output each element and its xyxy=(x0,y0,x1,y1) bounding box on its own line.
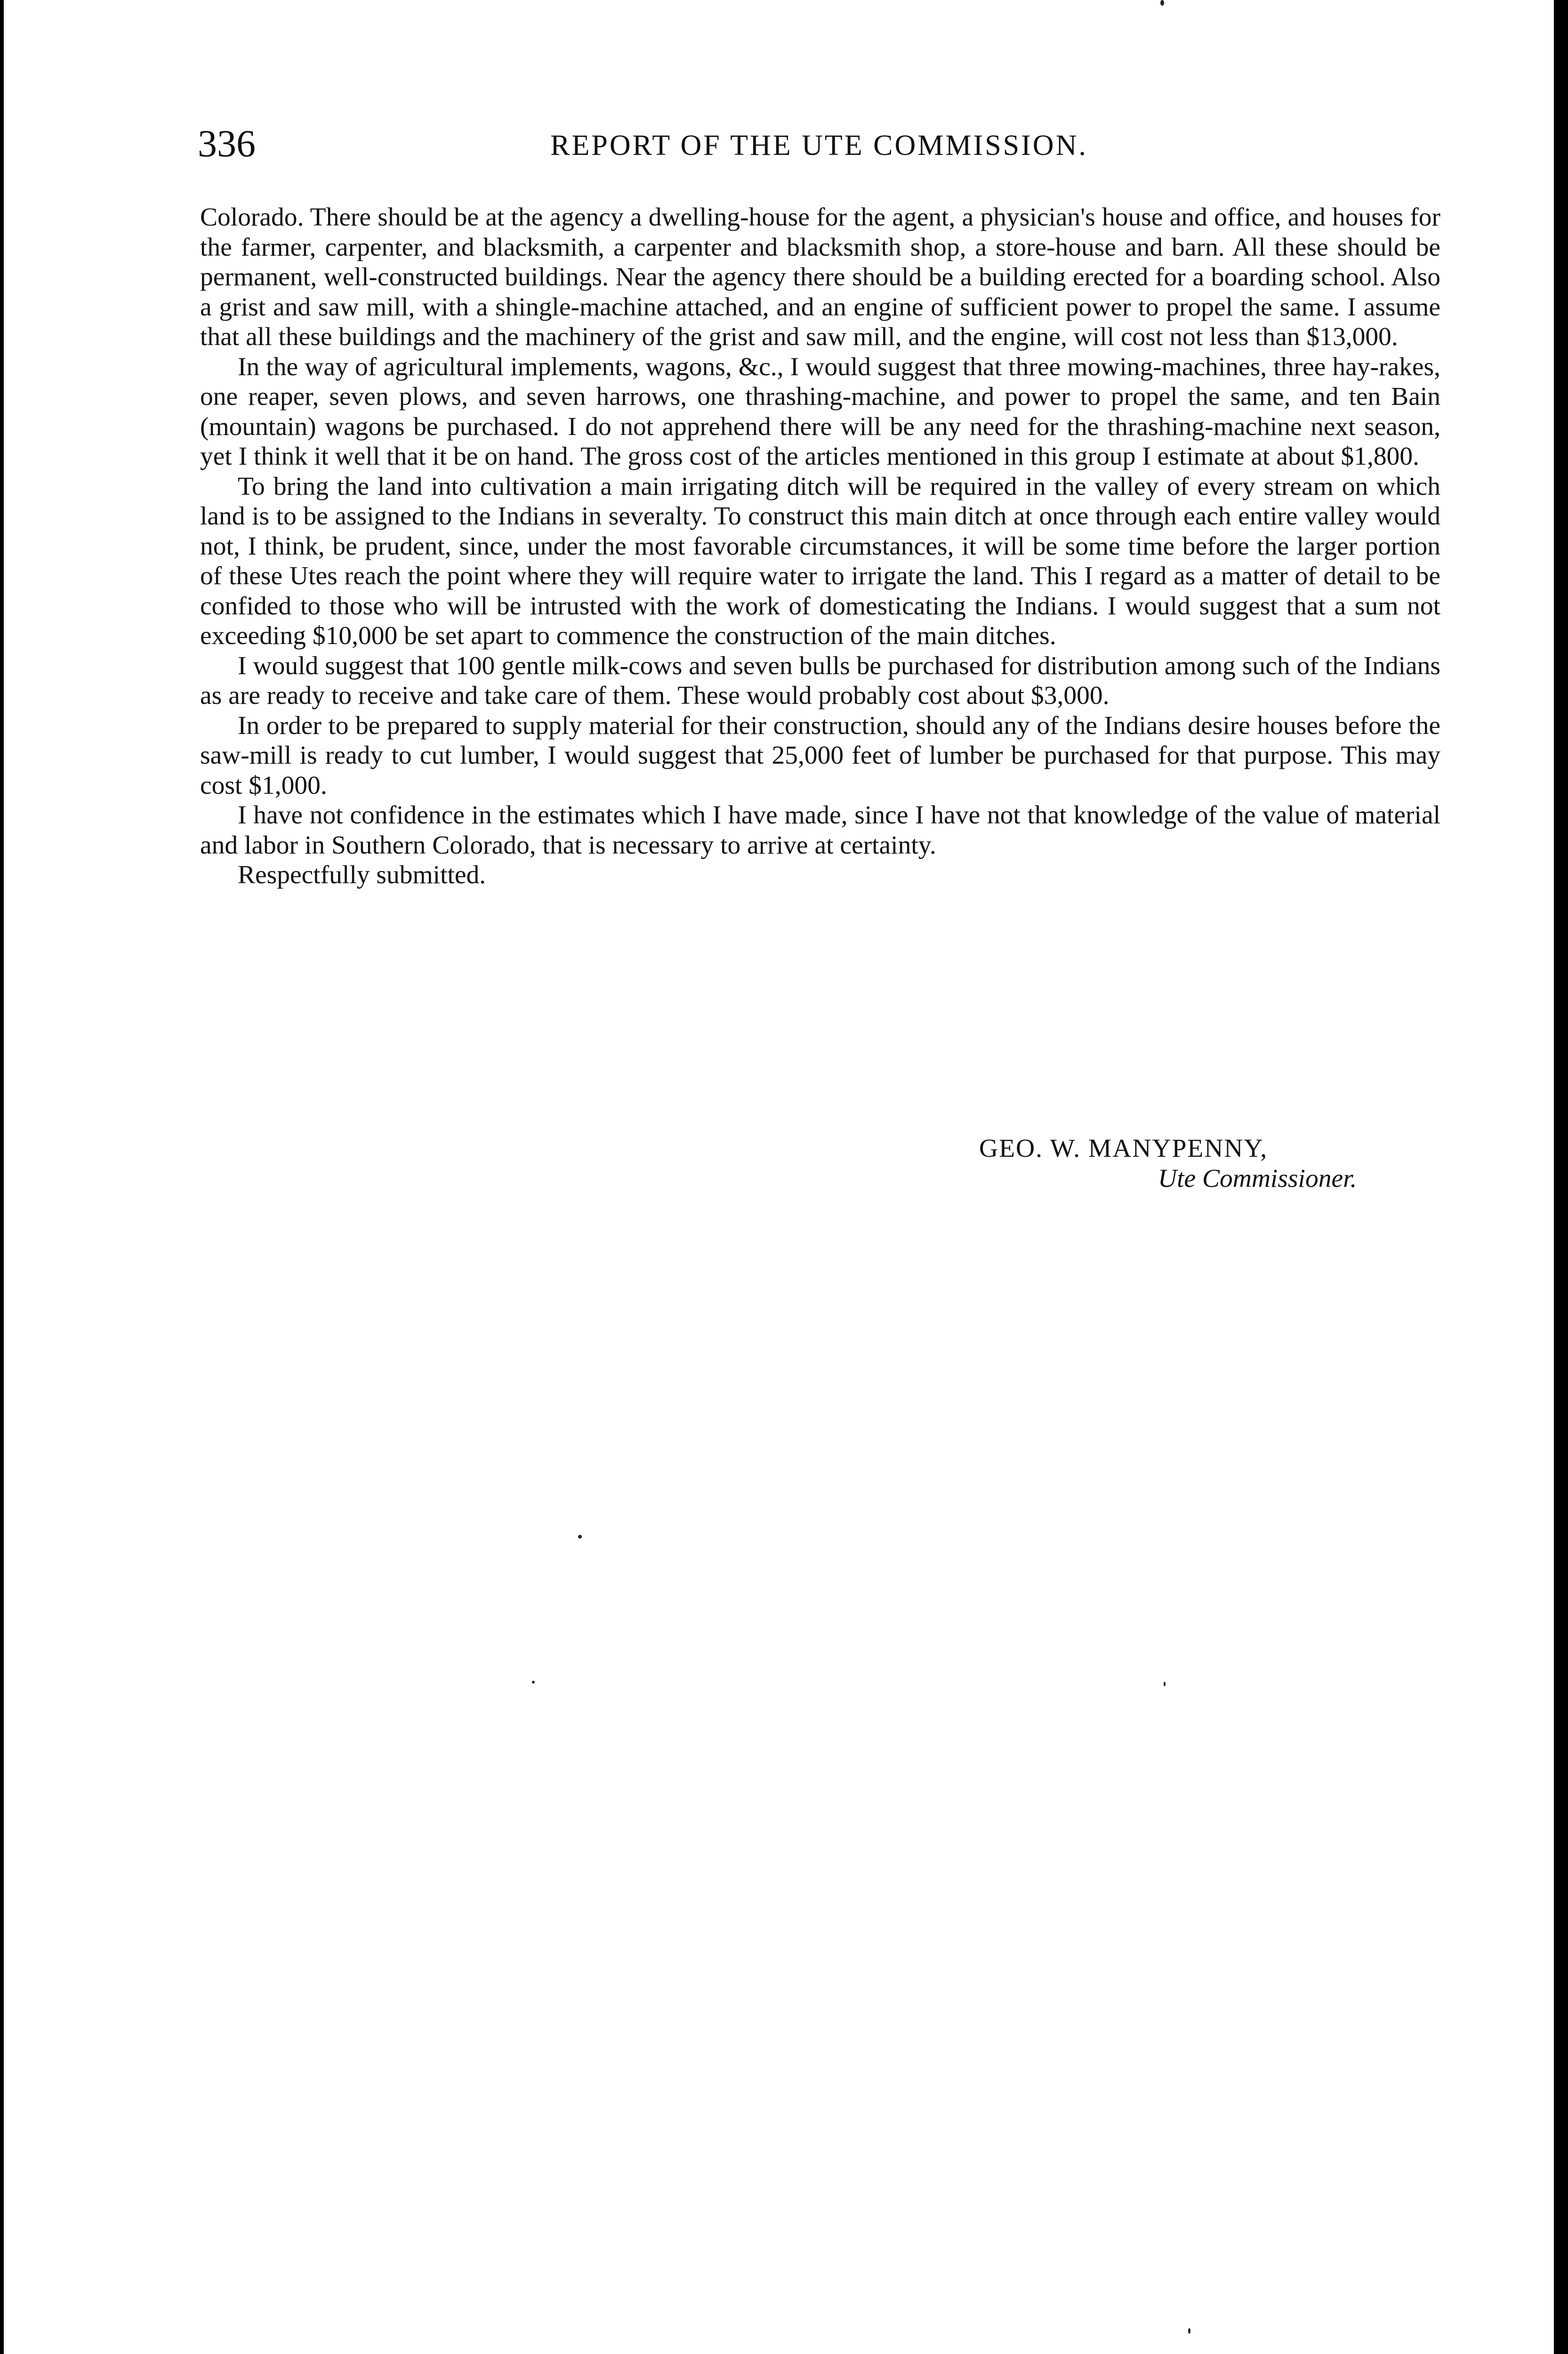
paragraph: I have not confidence in the estimates which I have made, since I have not that knowledge of the value of material and labor in Southern Colorado, that is necessary to arrive at certainty. xyxy=(200,801,1440,860)
paragraph: To bring the land into cultivation a main irrigating ditch will be required in the valley of every stream on which land is to be assigned to the Indians in severalty. To construct this main ditch at once through each entire valley would not, I think, be prudent, since, under the most favorable circumstances, it will be some time before the larger portion of these Utes reach the point where they will require water to irrigate the land. This I regard as a matter of detail to be confided to those who will be intrusted with the work of domesticating the Indians. I would suggest that a sum not exceeding $10,000 be set apart to commence the construction of the main ditches. xyxy=(200,472,1440,650)
running-head xyxy=(198,120,1440,172)
scan-speck xyxy=(1188,2328,1190,2334)
scan-speck xyxy=(532,1681,535,1684)
scan-speck xyxy=(1160,0,1164,6)
closing-line: Respectfully submitted. xyxy=(238,861,486,889)
paragraph: I would suggest that 100 gentle milk-cows and seven bulls be purchased for distribution among such of the Indians as are ready to receive and take care of them. These would probably cost about $3,000. xyxy=(200,651,1440,710)
running-title: REPORT OF THE UTE COMMISSION. xyxy=(550,129,1088,161)
signatory-title: Ute Commissioner. xyxy=(1158,1164,1357,1193)
page-number: 336 xyxy=(198,122,256,165)
paragraph: In order to be prepared to supply material for their construction, should any of the Indians desire houses before the saw-mill is ready to cut lumber, I would suggest that 25,000 feet of lumber be purchased for that purpose. This may cost $1,000. xyxy=(200,711,1440,800)
signature-block xyxy=(979,1134,1357,1193)
scan-speck xyxy=(578,1535,582,1539)
signatory-name: GEO. W. MANYPENNY, xyxy=(979,1134,1268,1163)
paragraph: In the way of agricultural implements, wagons, &c., I would suggest that three mowing-machines, three hay-rakes, one reaper, seven plows, and seven harrows, one thrashing-machine, and power to propel the same, and ten Bain (mountain) wagons be purchased. I do not apprehend there will be any need for the thrashing-machine next season, yet I think it well that it be on hand. The gross cost of the articles mentioned in this group I estimate at about $1,800. xyxy=(200,352,1440,471)
body-text xyxy=(200,202,1440,890)
paragraph: Colorado. There should be at the agency a dwelling-house for the agent, a physician's house and office, and houses for the farmer, carpenter, and blacksmith, a carpenter and blacksmith shop, a store-house and barn. All these should be permanent, well-constructed buildings. Near the agency there should be a building erected for a boarding school. Also a grist and saw mill, with a shingle-machine attached, and an engine of sufficient power to propel the same. I assume that all these buildings and the machinery of the grist and saw mill, and the engine, will cost not less than $13,000. xyxy=(200,203,1440,351)
scan-speck xyxy=(1164,1682,1166,1686)
scan-border-left xyxy=(0,0,4,2354)
scan-border-right xyxy=(1554,0,1568,2354)
